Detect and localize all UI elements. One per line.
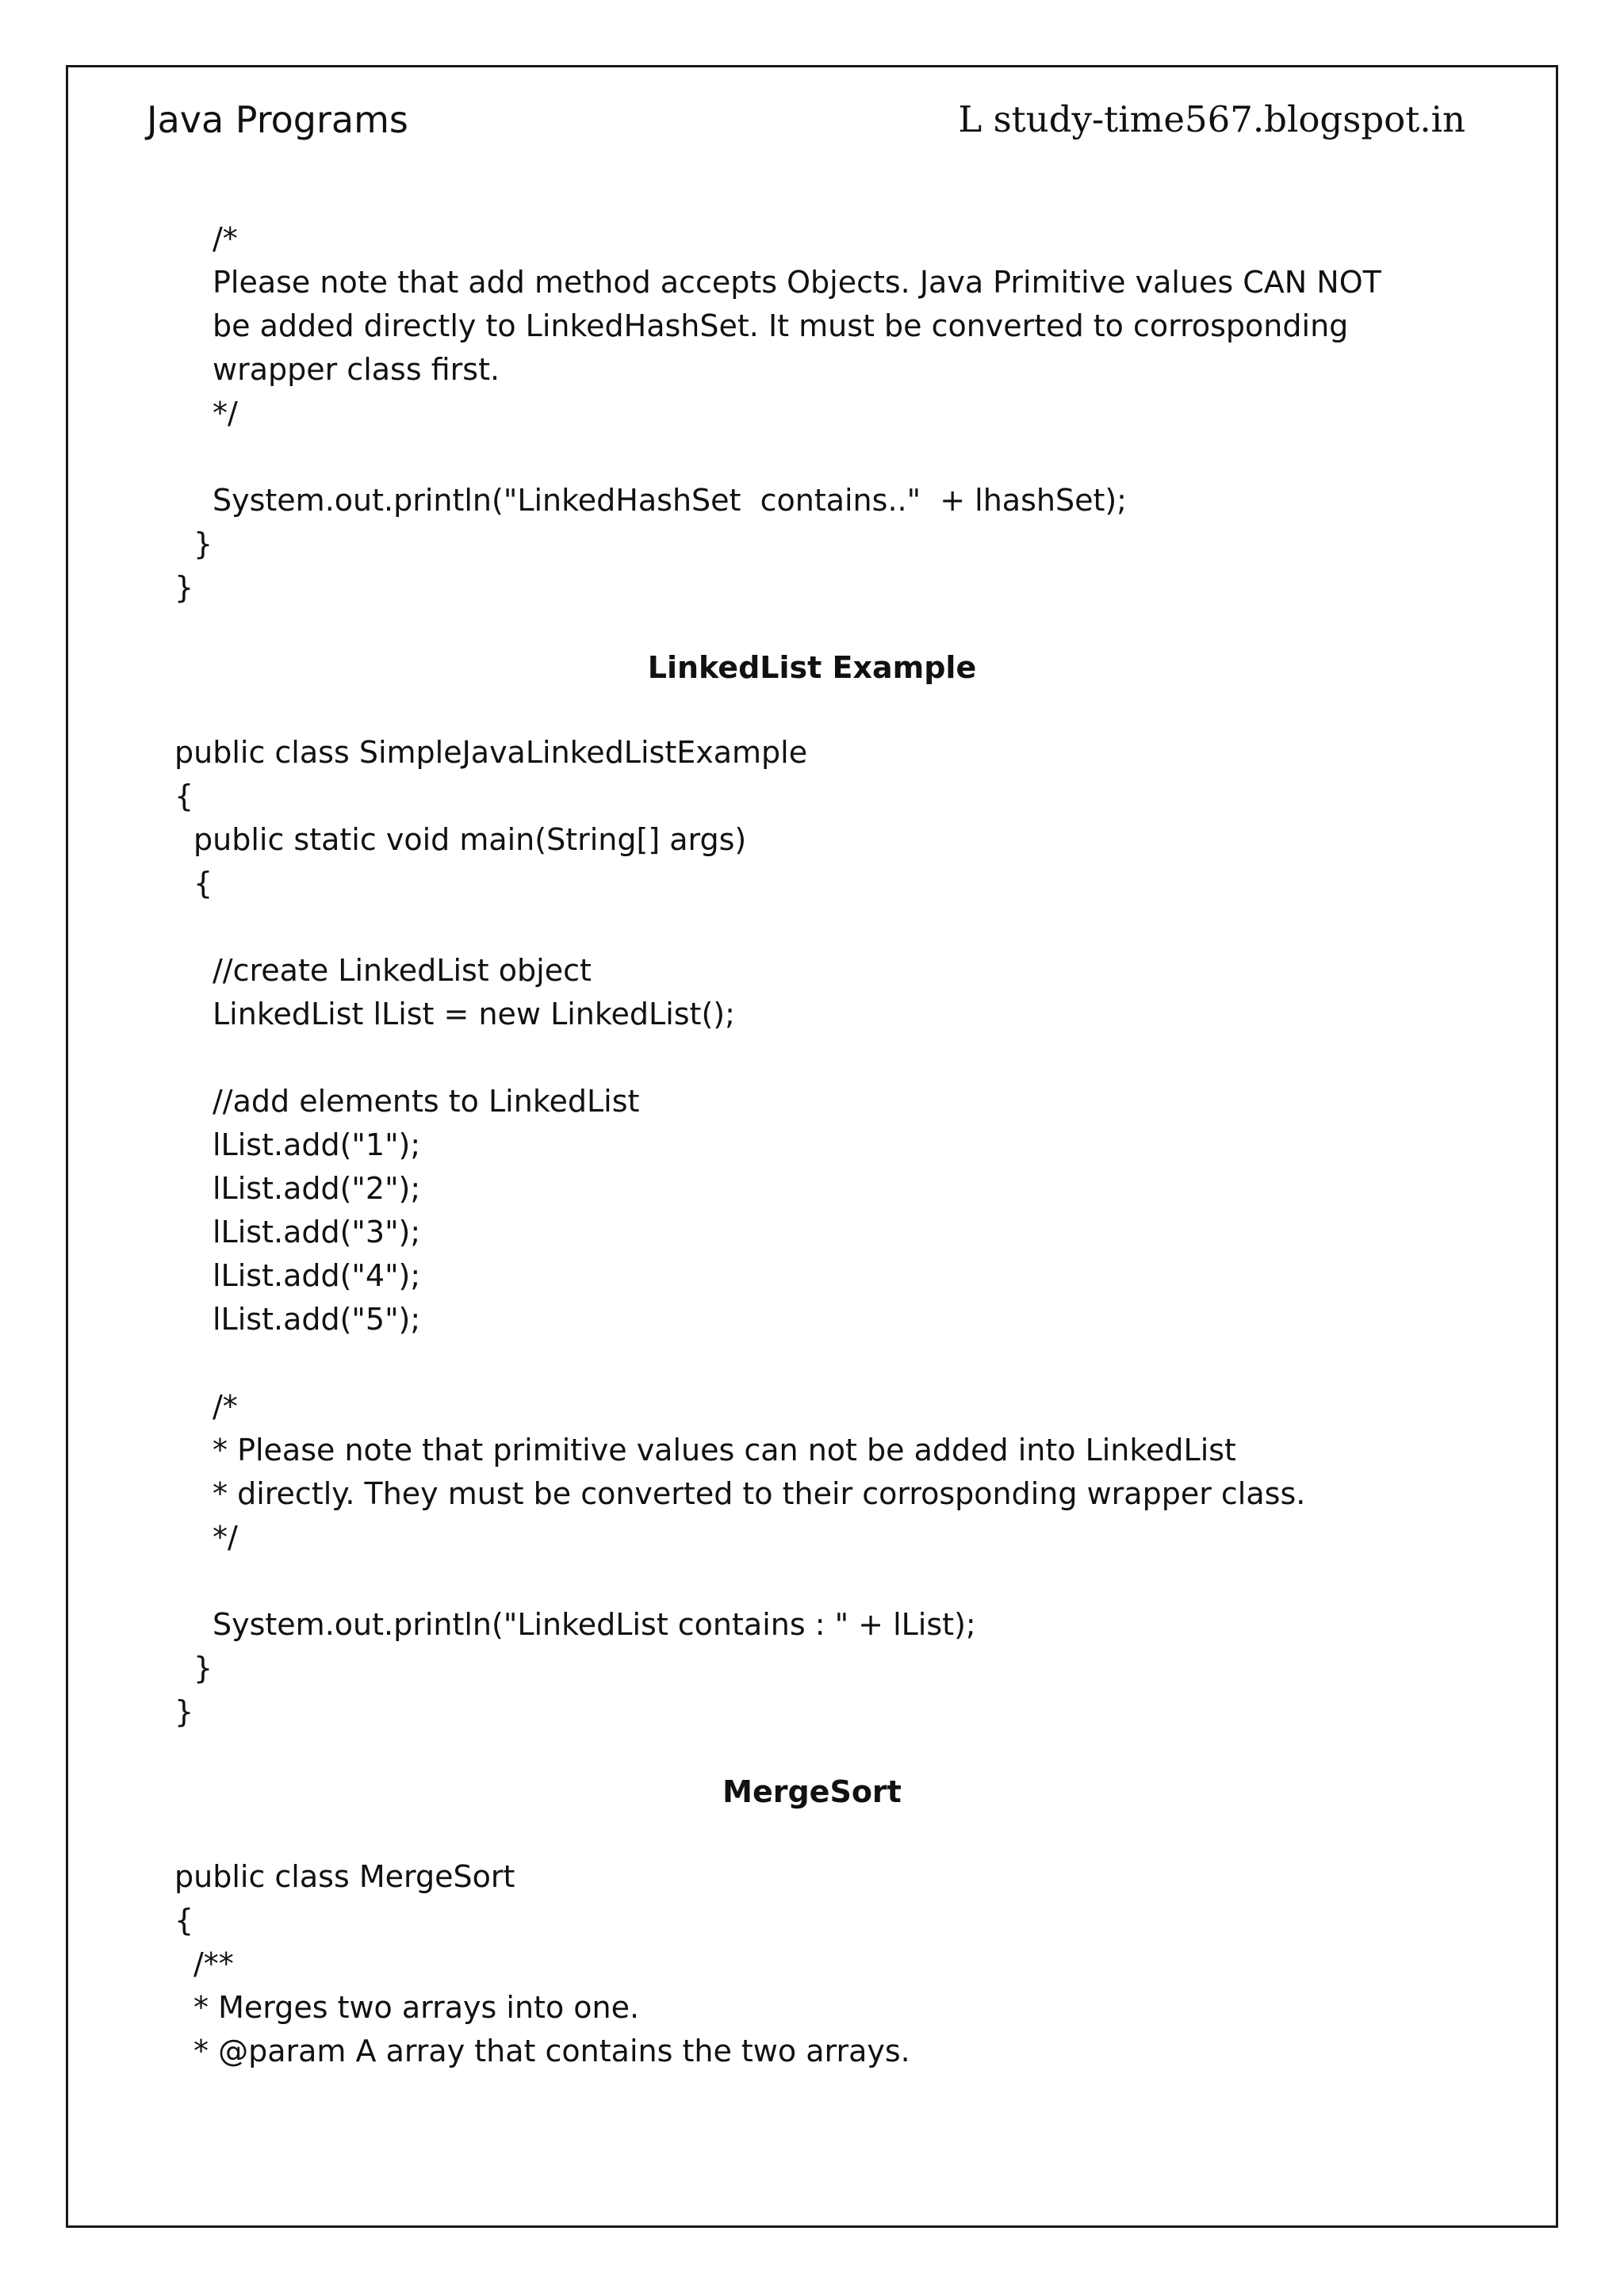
code-line: lList.add("3"); [213, 1215, 421, 1249]
code-line: /* [213, 1389, 238, 1424]
code-line: System.out.println("LinkedHashSet contains.." + lhashSet); [213, 483, 1127, 518]
code-line: /** [193, 1946, 234, 1981]
code-line: } [174, 570, 194, 605]
section-heading-linkedlist: LinkedList Example [647, 650, 977, 685]
code-line: * directly. They must be converted to their corrosponding wrapper class. [213, 1476, 1306, 1511]
code-line: //create LinkedList object [213, 953, 592, 988]
code-line: //add elements to LinkedList [213, 1084, 640, 1119]
code-line: wrapper class first. [213, 352, 500, 387]
code-line: } [174, 1694, 194, 1729]
code-line: public class SimpleJavaLinkedListExample [174, 735, 808, 770]
code-line: } [193, 1651, 213, 1686]
code-line: lList.add("5"); [213, 1302, 421, 1337]
code-line: } [193, 526, 213, 561]
code-line: */ [213, 396, 238, 430]
header-title: Java Programs [147, 98, 408, 141]
code-line: public static void main(String[] args) [193, 822, 747, 857]
header-site: L study-time567.blogspot.in [958, 98, 1465, 140]
code-line: /* [213, 221, 238, 256]
code-line: { [193, 866, 213, 901]
code-line: { [174, 779, 194, 813]
code-line: * Merges two arrays into one. [193, 1990, 640, 2025]
code-line: lList.add("1"); [213, 1127, 421, 1162]
code-line: be added directly to LinkedHashSet. It must be converted to corrosponding [213, 308, 1349, 343]
code-line: { [174, 1903, 194, 1938]
section-heading-mergesort: MergeSort [722, 1774, 902, 1809]
code-line: * Please note that primitive values can not be added into LinkedList [213, 1433, 1236, 1468]
code-line: public class MergeSort [174, 1859, 515, 1894]
code-line: lList.add("2"); [213, 1171, 421, 1206]
code-line: */ [213, 1520, 238, 1555]
code-line: System.out.println("LinkedList contains : " + lList); [213, 1607, 976, 1642]
code-line: Please note that add method accepts Objects. Java Primitive values CAN NOT [213, 265, 1381, 300]
code-line: LinkedList lList = new LinkedList(); [213, 997, 735, 1031]
code-line: * @param A array that contains the two arrays. [193, 2034, 910, 2068]
code-line: lList.add("4"); [213, 1258, 421, 1293]
